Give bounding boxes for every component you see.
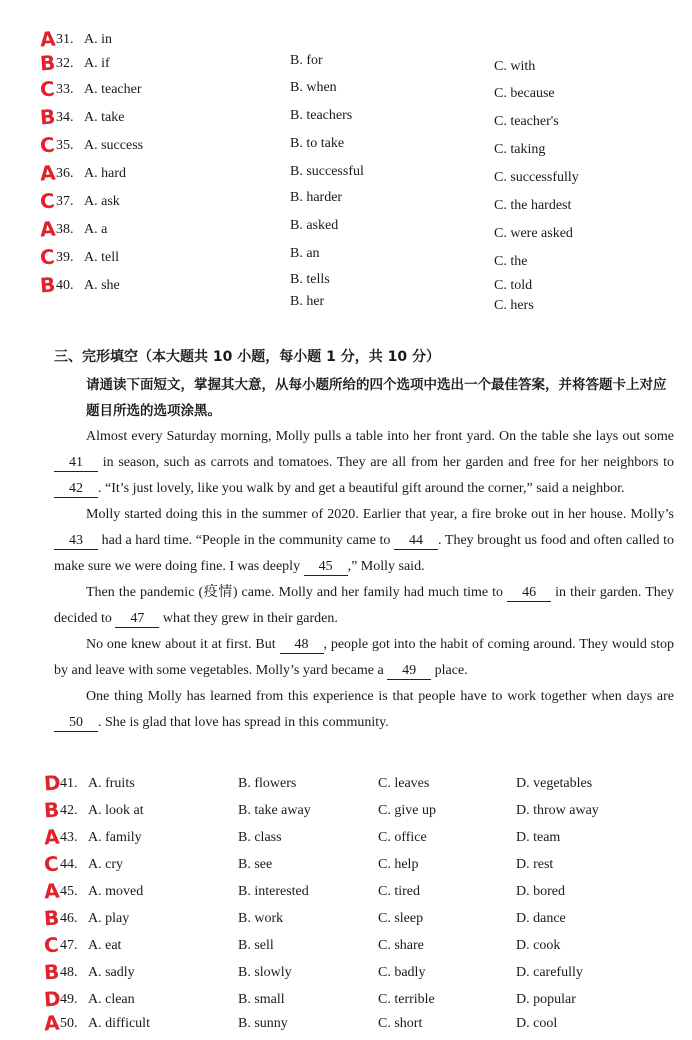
option-b: B. an <box>290 246 320 261</box>
option-c: C. tired <box>378 884 420 899</box>
question-number: 37. <box>56 194 74 209</box>
option-c: C. badly <box>378 965 426 980</box>
question-row-44 <box>0 853 692 877</box>
option-b: B. take away <box>238 803 311 818</box>
option-c: C. terrible <box>378 992 435 1007</box>
question-number: 39. <box>56 250 74 265</box>
option-c: C. office <box>378 830 427 845</box>
option-a: A. success <box>84 138 144 153</box>
option-b: B. her <box>290 294 325 309</box>
question-row-43 <box>0 826 692 850</box>
option-a: A. eat <box>88 938 122 953</box>
answer-mark: B <box>43 959 61 985</box>
option-c: C. because <box>494 86 555 101</box>
question-number: 42. <box>60 803 78 818</box>
answer-mark: B <box>39 104 57 130</box>
option-a: A. sadly <box>88 965 135 980</box>
option-a: A. a <box>84 222 108 237</box>
passage-text: . “It’s just lovely, like you walk by and get a beautiful gift around the corner,” said a neighbor. <box>98 481 625 496</box>
question-number: 41. <box>60 776 78 791</box>
option-c: C. the <box>494 254 528 269</box>
blank-47: 47 <box>115 611 159 628</box>
answer-mark: A <box>43 1010 61 1036</box>
passage-text: One thing Molly has learned from this experience is that people have to work together when days are <box>86 689 674 704</box>
option-c: C. teacher's <box>494 114 559 129</box>
option-b: B. interested <box>238 884 309 899</box>
question-row-48 <box>0 961 692 985</box>
answer-mark: C <box>39 76 56 102</box>
question-row-39 <box>0 246 692 270</box>
option-d: D. cool <box>516 1016 558 1031</box>
answer-mark: C <box>39 188 56 214</box>
option-a: A. play <box>88 911 130 926</box>
answer-mark: D <box>43 770 62 796</box>
answer-mark: B <box>39 272 57 298</box>
answer-mark: A <box>43 824 61 850</box>
option-c: C. told <box>494 278 533 293</box>
passage-text: . They brought us food and often called to make sure we were doing fine. I was deeply <box>54 533 674 574</box>
passage-text: in their garden. They decided to <box>54 585 674 626</box>
blank-45: 45 <box>304 559 348 576</box>
question-row-34 <box>0 106 692 130</box>
section-instructions: 请通读下面短文，掌握其大意，从每小题所给的四个选项中选出一个最佳答案，并将答题卡上对应题目所选的选项涂黑。 <box>86 377 667 419</box>
option-b: B. flowers <box>238 776 297 791</box>
question-number: 45. <box>60 884 78 899</box>
option-c: C. leaves <box>378 776 430 791</box>
option-d: D. carefully <box>516 965 583 980</box>
option-a: A. she <box>84 278 120 293</box>
question-number: 46. <box>60 911 78 926</box>
option-d: D. team <box>516 830 561 845</box>
option-a: A. fruits <box>88 776 135 791</box>
passage-text: had a hard time. “People in the community came to <box>101 533 391 548</box>
option-c: C. were asked <box>494 226 573 241</box>
passage-text: No one knew about it at first. But <box>86 637 276 652</box>
question-row-47 <box>0 934 692 958</box>
question-row-36 <box>0 162 692 186</box>
option-c: C. help <box>378 857 419 872</box>
question-number: 38. <box>56 222 74 237</box>
passage-text: in season, such as carrots and tomatoes. They are all from her garden and free for her neighbors to <box>102 455 674 470</box>
question-number: 36. <box>56 166 74 181</box>
question-number: 34. <box>56 110 74 125</box>
passage-text: , people got into the habit of coming around. They would stop by and leave with some vegetables. Molly’s yard became a <box>54 637 675 678</box>
passage-text: . She is glad that love has spread in this community. <box>98 715 389 730</box>
option-c: C. successfully <box>494 170 579 185</box>
option-b: B. sunny <box>238 1016 288 1031</box>
option-b: B. when <box>290 80 337 95</box>
paragraph-2 <box>54 502 674 580</box>
answer-mark: B <box>39 50 57 76</box>
blank-42: 42 <box>54 481 98 498</box>
question-number: 33. <box>56 82 74 97</box>
section-heading: 三、完形填空（本大题共 10 小题，每小题 1 分，共 10 分） <box>54 349 440 365</box>
answer-mark: A <box>39 160 57 186</box>
option-c: C. taking <box>494 142 546 157</box>
option-a: A. ask <box>84 194 120 209</box>
question-number: 43. <box>60 830 78 845</box>
passage-text: Almost every Saturday morning, Molly pulls a table into her front yard. On the table she lays out some <box>86 429 674 444</box>
option-a: A. difficult <box>88 1016 150 1031</box>
paragraph-1 <box>54 424 674 502</box>
question-number: 50. <box>60 1016 78 1031</box>
blank-50: 50 <box>54 715 98 732</box>
question-row-42 <box>0 799 692 823</box>
cloze-passage <box>54 424 674 736</box>
answer-mark: B <box>43 797 61 823</box>
option-a: A. tell <box>84 250 119 265</box>
option-d: D. cook <box>516 938 561 953</box>
option-b: B. small <box>238 992 285 1007</box>
blank-41: 41 <box>54 455 98 472</box>
question-row-37 <box>0 190 692 214</box>
option-c: C. short <box>378 1016 423 1031</box>
paragraph-4 <box>54 632 674 684</box>
option-c: C. share <box>378 938 424 953</box>
option-a: A. family <box>88 830 142 845</box>
option-d: D. popular <box>516 992 576 1007</box>
option-a: A. clean <box>88 992 135 1007</box>
question-row-33 <box>0 78 692 102</box>
answer-mark: A <box>39 216 57 242</box>
passage-text: what they grew in their garden. <box>162 611 338 626</box>
option-a: A. moved <box>88 884 144 899</box>
paragraph-5 <box>54 684 674 736</box>
question-number: 44. <box>60 857 78 872</box>
option-b: B. teachers <box>290 108 353 123</box>
question-row-45 <box>0 880 692 904</box>
question-row-41 <box>0 772 692 796</box>
option-d: D. rest <box>516 857 554 872</box>
question-row-32 <box>0 52 692 76</box>
passage-text: ,” Molly said. <box>347 559 425 574</box>
question-row-38 <box>0 218 692 242</box>
option-b: B. see <box>238 857 273 872</box>
answer-mark: C <box>39 244 56 270</box>
blank-46: 46 <box>507 585 551 602</box>
passage-text: Then the pandemic (疫情) came. Molly and her family had much time to <box>86 585 504 600</box>
option-d: D. throw away <box>516 803 599 818</box>
option-d: D. dance <box>516 911 566 926</box>
option-b: B. work <box>238 911 284 926</box>
option-b: B. to take <box>290 136 345 151</box>
option-c: C. give up <box>378 803 436 818</box>
option-b: B. for <box>290 53 323 68</box>
passage-text: Molly started doing this in the summer of 2020. Earlier that year, a fire broke out in her house. Molly’s <box>86 507 674 522</box>
blank-48: 48 <box>280 637 324 654</box>
question-row-35 <box>0 134 692 158</box>
paragraph-3 <box>54 580 674 632</box>
option-d: D. vegetables <box>516 776 593 791</box>
option-a: A. hard <box>84 166 126 181</box>
option-b: B. successful <box>290 164 364 179</box>
answer-mark: C <box>39 132 56 158</box>
option-b: B. class <box>238 830 282 845</box>
question-number: 35. <box>56 138 74 153</box>
blank-49: 49 <box>387 663 431 680</box>
question-row-31 <box>0 28 692 52</box>
question-number: 47. <box>60 938 78 953</box>
question-row-46 <box>0 907 692 931</box>
answer-mark: D <box>43 986 62 1012</box>
question-number: 48. <box>60 965 78 980</box>
passage-text: place. <box>434 663 468 678</box>
option-a: A. take <box>84 110 125 125</box>
blank-43: 43 <box>54 533 98 550</box>
option-b: B. harder <box>290 190 343 205</box>
answer-mark: B <box>43 905 61 931</box>
option-a: A. in <box>84 32 112 47</box>
question-number: 49. <box>60 992 78 1007</box>
option-b: B. tells <box>290 272 330 287</box>
question-number: 40. <box>56 278 74 293</box>
option-c: C. with <box>494 59 536 74</box>
option-b: B. asked <box>290 218 339 233</box>
option-c: C. hers <box>494 298 534 313</box>
answer-mark: A <box>43 878 61 904</box>
question-row-40-bc <box>0 290 692 314</box>
option-b: B. sell <box>238 938 274 953</box>
blank-44: 44 <box>394 533 438 550</box>
question-row-50 <box>0 1012 692 1036</box>
question-number: 32. <box>56 56 74 71</box>
option-c: C. sleep <box>378 911 424 926</box>
answer-mark: C <box>43 932 60 958</box>
option-c: C. the hardest <box>494 198 572 213</box>
option-a: A. cry <box>88 857 123 872</box>
option-a: A. if <box>84 56 110 71</box>
option-b: B. slowly <box>238 965 292 980</box>
answer-mark: C <box>43 851 60 877</box>
option-d: D. bored <box>516 884 565 899</box>
option-a: A. teacher <box>84 82 142 97</box>
question-row-49 <box>0 988 692 1012</box>
question-number: 31. <box>56 32 74 47</box>
option-a: A. look at <box>88 803 144 818</box>
answer-mark: A <box>39 26 57 52</box>
